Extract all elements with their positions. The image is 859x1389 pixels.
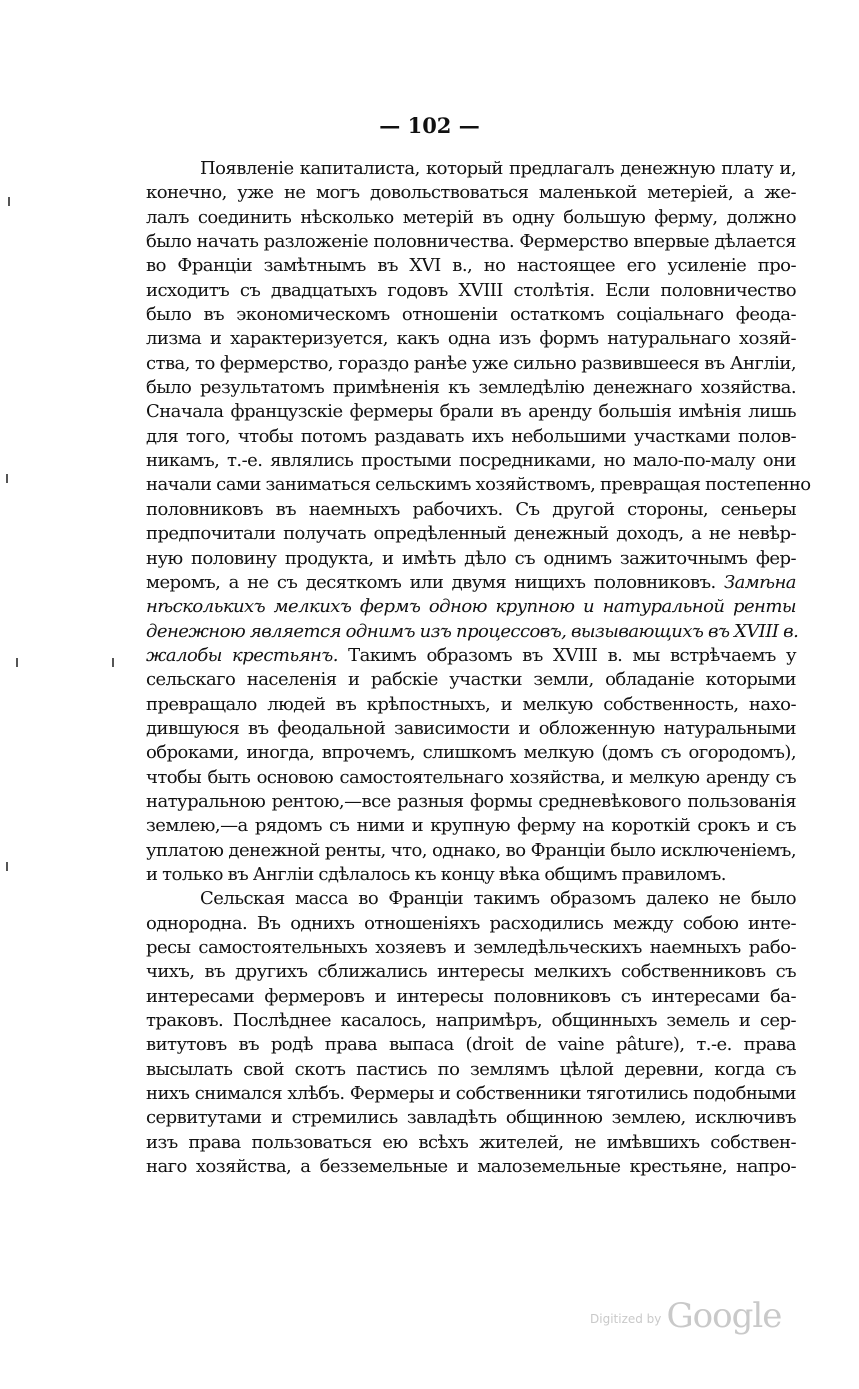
text-line: ную половину продукта, и имѣть дѣло съ однимъ зажиточнымъ фер- bbox=[146, 547, 796, 569]
text-line: лалъ соединить нѣсколько метерій въ одну большую ферму, должно bbox=[146, 206, 796, 228]
text-line: витутовъ въ родѣ права выпаса (droit de vaine pâture), т.-е. права bbox=[146, 1034, 796, 1056]
text-line: высылать свой скотъ пастись по землямъ цѣлой деревни, когда съ bbox=[146, 1058, 796, 1080]
text-line: интересами фермеровъ и интересы половниковъ съ интересами ба- bbox=[146, 985, 796, 1007]
text-line: ресы самостоятельныхъ хозяевъ и земледѣльческихъ наемныхъ рабо- bbox=[146, 937, 796, 958]
margin-mark bbox=[8, 197, 10, 206]
text-line: натуральною рентою,—все разныя формы средневѣкового пользованія bbox=[146, 790, 796, 812]
text-line: нѣсколькихъ мелкихъ фермъ одною крупною и натуральной ренты bbox=[146, 596, 796, 618]
margin-mark bbox=[6, 862, 8, 871]
text-line: чихъ, въ другихъ сближались интересы мелкихъ собственниковъ съ bbox=[146, 961, 796, 983]
text-line bbox=[146, 571, 796, 595]
margin-mark bbox=[6, 474, 8, 483]
watermark bbox=[590, 1296, 781, 1336]
text-line: нихъ снимался хлѣбъ. Фермеры и собственники тяготились подобными bbox=[146, 1083, 796, 1105]
italic-segment: жалобы крестьянъ. bbox=[146, 644, 338, 666]
text-line: Появленіе капиталиста, который предлагалъ денежную плату и, bbox=[200, 158, 796, 179]
text-line: траковъ. Послѣднее касалось, напримѣръ, общинныхъ земель и сер- bbox=[146, 1010, 796, 1032]
text-line: наго хозяйства, а безземельные и малоземельные крестьяне, напро- bbox=[146, 1156, 796, 1178]
text-line: для того, чтобы потомъ раздавать ихъ небольшими участками полов- bbox=[146, 425, 796, 447]
text-line: было въ экономическомъ отношеніи остаткомъ соціальнаго феода- bbox=[146, 304, 796, 326]
text-line: было начать разложеніе половничества. Фермерство впервые дѣлается bbox=[146, 231, 796, 253]
text-line: Сельская масса во Франціи такимъ образомъ далеко не было bbox=[200, 888, 796, 910]
italic-segment: Замѣна bbox=[723, 571, 796, 593]
text-segment: Такимъ образомъ въ XVIII в. мы встрѣчаемъ у bbox=[348, 644, 796, 666]
margin-mark bbox=[16, 658, 18, 667]
page-number: — 102 — bbox=[379, 113, 480, 138]
text-line: изъ права пользоваться ею всѣхъ жителей, не имѣвшихъ собствен- bbox=[146, 1131, 796, 1153]
google-logo: Google bbox=[666, 1296, 782, 1336]
text-line: исходитъ съ двадцатыхъ годовъ XVIII столѣтія. Если половничество bbox=[146, 279, 796, 301]
text-line: никамъ, т.-е. являлись простыми посредниками, но мало-по-малу они bbox=[146, 450, 796, 472]
margin-mark bbox=[112, 658, 114, 667]
text-line: землею,—а рядомъ съ ними и крупную ферму на короткій срокъ и съ bbox=[146, 815, 796, 837]
text-line: дившуюся въ феодальной зависимости и обложенную натуральными bbox=[146, 717, 796, 739]
text-line: половниковъ въ наемныхъ рабочихъ. Съ другой стороны, сеньеры bbox=[146, 498, 796, 520]
text-line: чтобы быть основою самостоятельнаго хозяйства, и мелкую аренду съ bbox=[146, 766, 796, 788]
text-line: предпочитали получать опредѣленный денежный доходъ, а не невѣр- bbox=[146, 523, 796, 545]
text-line bbox=[146, 644, 796, 668]
text-line: Сначала французскіе фермеры брали въ аренду большія имѣнія лишь bbox=[146, 401, 796, 423]
text-line: однородна. Въ однихъ отношеніяхъ расходились между собою инте- bbox=[146, 912, 796, 934]
text-line: превращало людей въ крѣпостныхъ, и мелкую собственность, нахо- bbox=[146, 693, 796, 715]
text-segment: меромъ, а не съ десяткомъ или двумя нищихъ половниковъ. bbox=[146, 571, 716, 593]
text-line: и только въ Англіи сдѣлалось къ концу вѣка общимъ правиломъ. bbox=[146, 863, 726, 885]
text-line: ства, то фермерство, гораздо ранѣе уже сильно развившееся въ Англіи, bbox=[146, 352, 796, 374]
text-line: оброками, иногда, впрочемъ, слишкомъ мелкую (домъ съ огородомъ), bbox=[146, 742, 796, 764]
text-line: начали сами заниматься сельскимъ хозяйствомъ, превращая постепенно bbox=[146, 474, 811, 496]
text-line: сельскаго населенія и рабскіе участки земли, обладаніе которыми bbox=[146, 669, 796, 691]
text-line: во Франціи замѣтнымъ въ XVI в., но настоящее его усиленіе про- bbox=[146, 255, 796, 277]
watermark-prefix: Digitized by bbox=[590, 1312, 662, 1326]
text-line: денежною является однимъ изъ процессовъ, вызывающихъ въ XVIII в. bbox=[146, 620, 799, 642]
text-line: лизма и характеризуется, какъ одна изъ формъ натуральнаго хозяй- bbox=[146, 328, 796, 350]
text-line: конечно, уже не могъ довольствоваться маленькой метеріей, а же- bbox=[146, 182, 796, 204]
text-line: сервитутами и стремились завладѣть общинною землею, исключивъ bbox=[146, 1107, 796, 1129]
text-line: уплатою денежной ренты, что, однако, во Франціи было исключеніемъ, bbox=[146, 839, 796, 861]
text-line: было результатомъ примѣненія къ земледѣлію денежнаго хозяйства. bbox=[146, 377, 796, 399]
body-text bbox=[146, 157, 811, 1179]
